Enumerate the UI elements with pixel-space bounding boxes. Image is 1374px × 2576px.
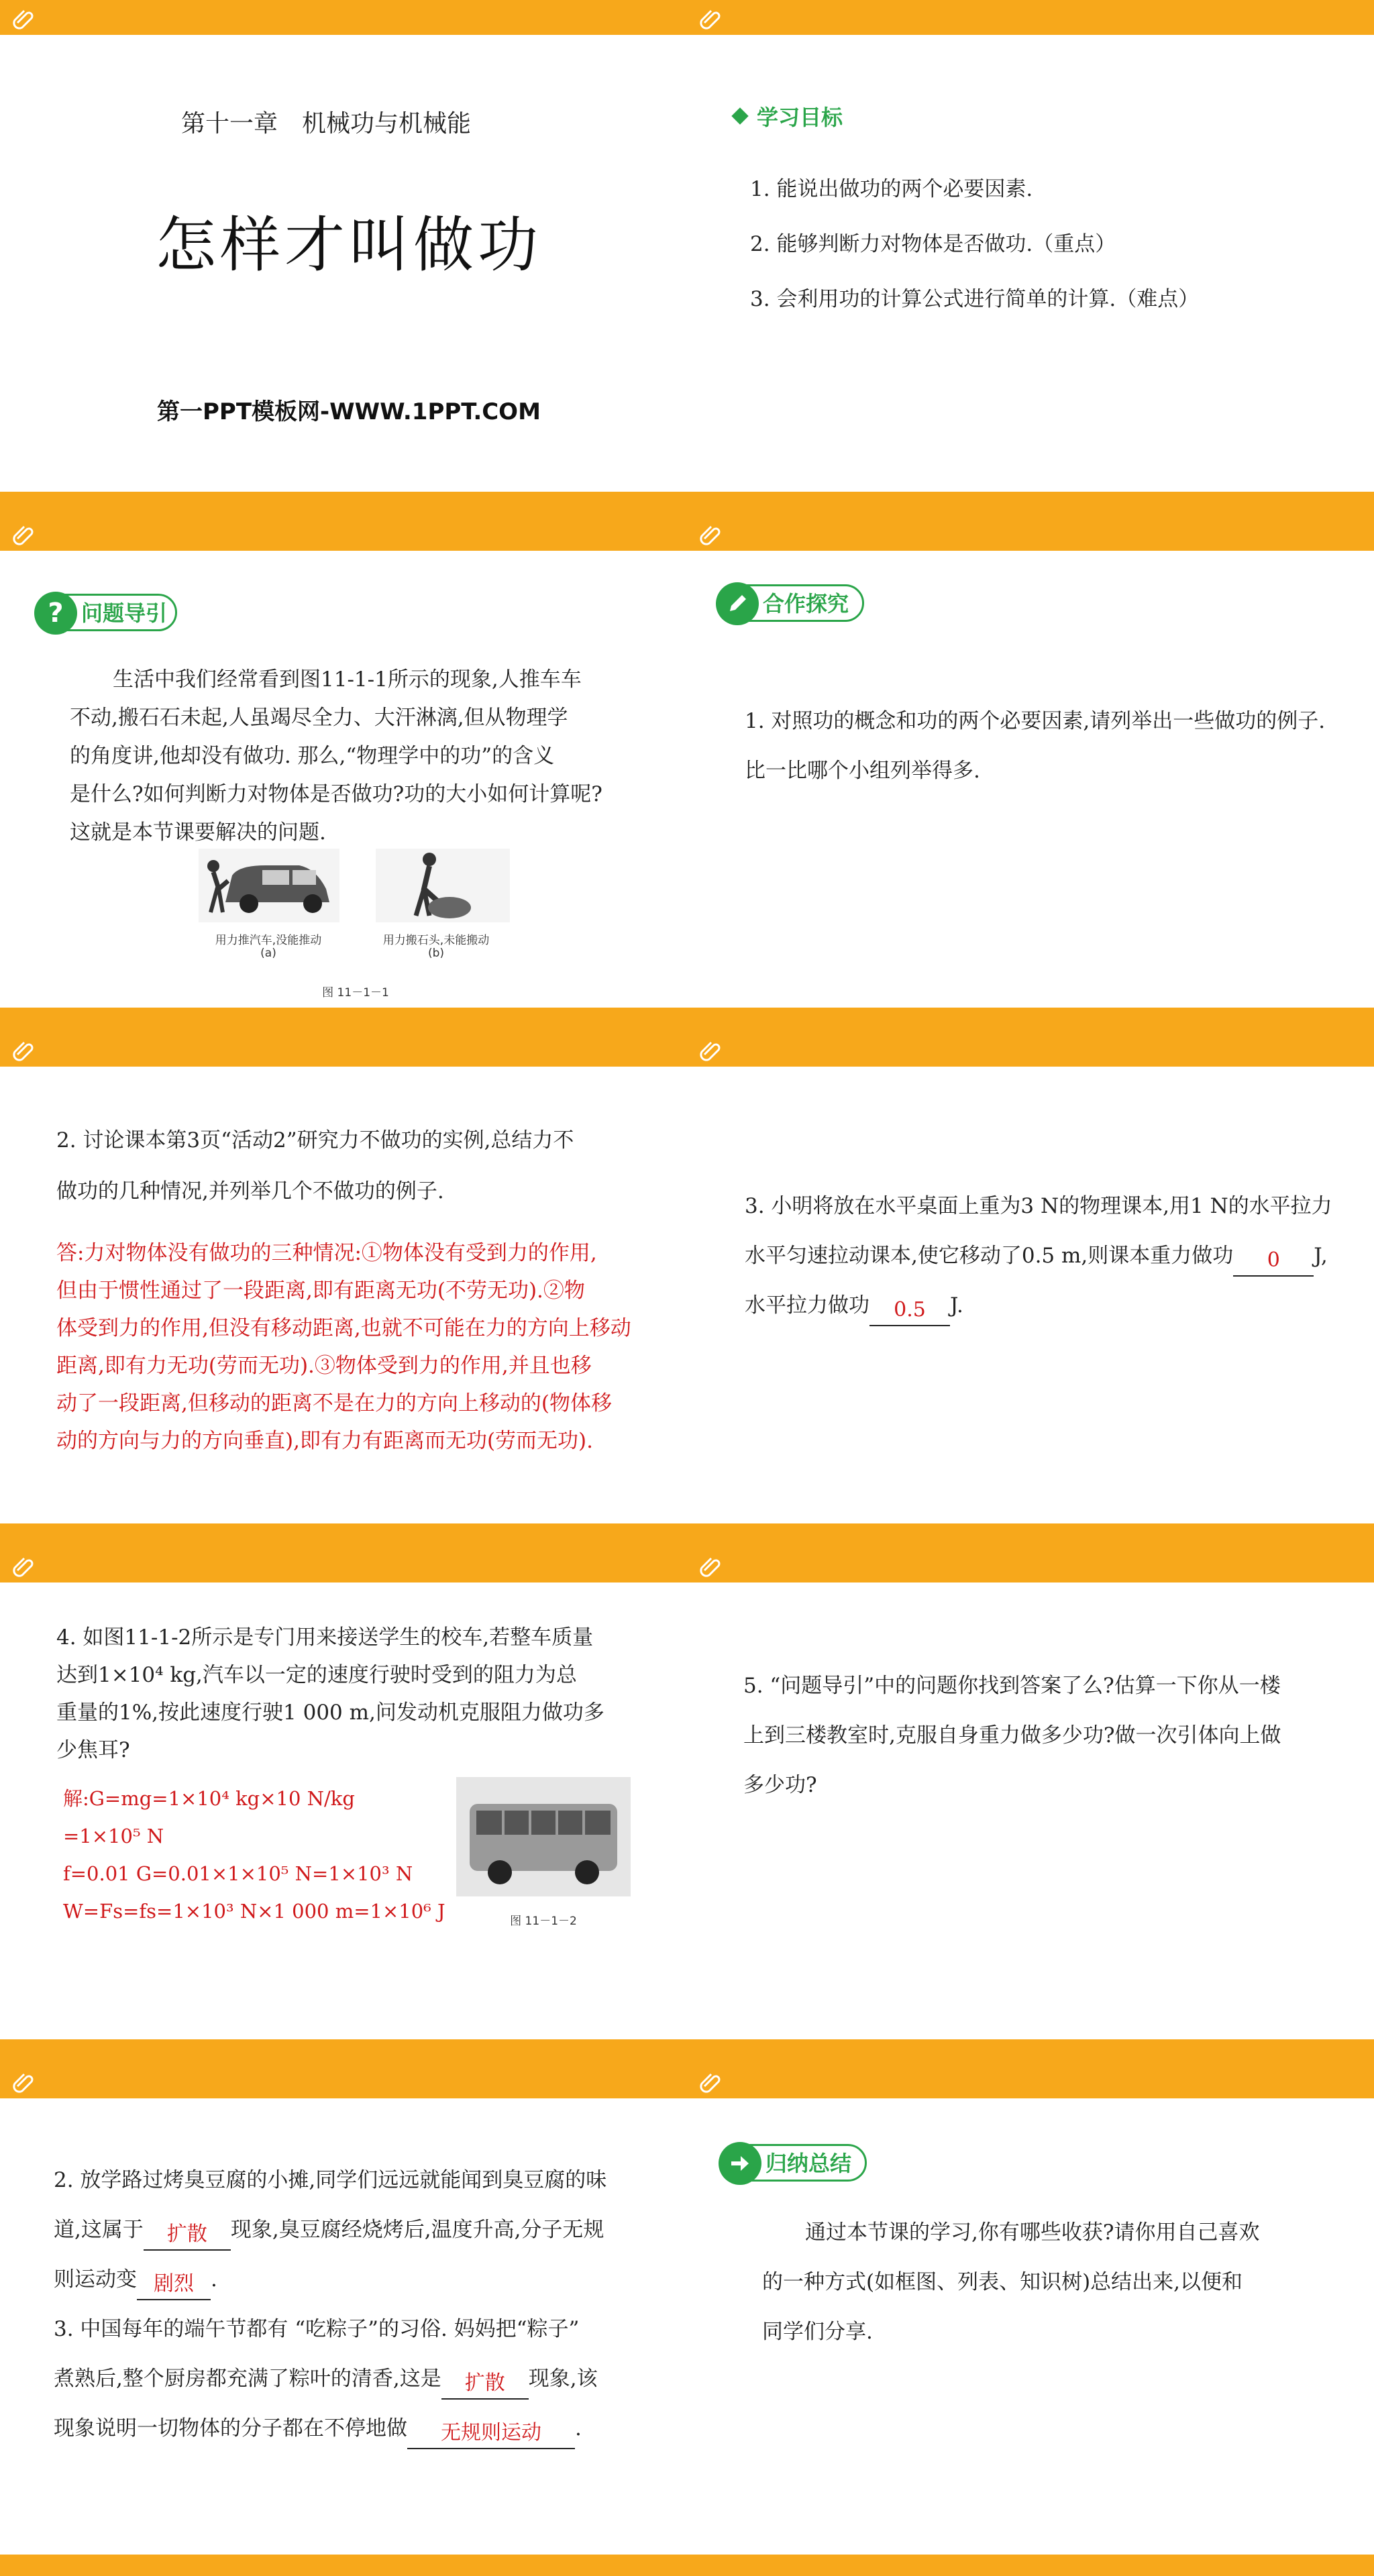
problem-line: 4. 如图11-1-2所示是专门用来接送学生的校车,若整车质量 — [56, 1625, 594, 1650]
slide-title — [0, 35, 687, 492]
problem-text: J. — [950, 1293, 963, 1318]
solution-line: f=0.01 G=0.01×1×10⁵ N=1×10³ N — [63, 1862, 413, 1885]
intro-line: 的角度讲,他却没有做功. 那么,“物理学中的功”的含义 — [70, 744, 555, 768]
summary-line: 的一种方式(如框图、列表、知识树)总结出来,以便和 — [762, 2270, 1243, 2294]
answer-value: 无规则运动 — [441, 2421, 541, 2445]
bottom-band — [0, 2555, 1374, 2576]
explore-line: 1. 对照功的概念和功的两个必要因素,请列举出一些做功的例子. — [745, 709, 1326, 733]
slide-bus-problem — [0, 1582, 687, 2039]
problem-line — [745, 1237, 1328, 1277]
answer-line: 动了一段距离,但移动的距离不是在力的方向上移动的(物体移 — [56, 1391, 612, 1415]
tag-label: 归纳总结 — [765, 2151, 852, 2176]
slide-question-intro — [0, 551, 687, 1008]
figure-b-label: (b) — [427, 947, 445, 960]
slide-work-calc — [687, 1067, 1374, 1523]
paperclip-icon — [9, 1036, 36, 1063]
tag-label: 问题导引 — [81, 600, 168, 626]
answer-line: 答:力对物体没有做功的三种情况:①物体没有受到力的作用, — [56, 1241, 597, 1265]
solution-line: W=Fs=fs=1×10³ N×1 000 m=1×10⁶ J — [63, 1900, 445, 1923]
goal-item: 1. 能说出做功的两个必要因素. — [750, 177, 1033, 201]
estimate-line: 5. “问题导引”中的问题你找到答案了么?估算一下你从一楼 — [743, 1674, 1281, 1698]
answer-value: 扩散 — [166, 2222, 207, 2246]
problem-line: 达到1×10⁴ kg,汽车以一定的速度行驶时受到的阻力为总 — [56, 1663, 577, 1687]
estimate-line: 上到三楼教室时,克服自身重力做多少功?做一次引体向上做 — [743, 1723, 1281, 1748]
answer-value: 扩散 — [464, 2371, 505, 2395]
problem-text: 现象,该 — [528, 2367, 598, 2391]
band-row-4 — [0, 2039, 1374, 2098]
figure-a-label: (a) — [260, 947, 276, 960]
problem-text: 现象说明一切物体的分子都在不停地做 — [54, 2416, 407, 2440]
school-bus-illustration — [456, 1777, 631, 1896]
intro-line: 这就是本节课要解决的问题. — [70, 820, 326, 845]
slide-cooperative-explore — [687, 551, 1374, 1008]
question-icon: ? — [34, 592, 77, 635]
problem-line — [54, 2360, 598, 2400]
question-line: 2. 讨论课本第3页“活动2”研究力不做功的实例,总结力不 — [56, 1128, 574, 1152]
goals-heading: 学习目标 — [757, 105, 843, 130]
problem-line: 2. 放学路过烤臭豆腐的小摊,同学们远远就能闻到臭豆腐的味 — [54, 2168, 607, 2192]
band-row-3 — [0, 1523, 1374, 1582]
diamond-icon — [731, 107, 748, 124]
slide-summary — [687, 2098, 1374, 2555]
question-line: 做功的几种情况,并列举几个不做功的例子. — [56, 1179, 444, 1203]
tag-label: 合作探究 — [763, 591, 849, 616]
solution-line: =1×10⁵ N — [63, 1825, 164, 1847]
problem-line: 少焦耳? — [56, 1738, 130, 1762]
slide-estimate — [687, 1582, 1374, 2039]
problem-line: 3. 中国每年的端午节都有 “吃粽子”的习俗. 妈妈把“粽子” — [54, 2317, 580, 2341]
paperclip-icon — [9, 1552, 36, 1578]
paperclip-icon — [696, 2068, 723, 2094]
slide-goals — [687, 35, 1374, 492]
arrow-right-icon — [719, 2142, 761, 2185]
stone-lift-illustration — [376, 849, 510, 922]
problem-line — [54, 2261, 217, 2300]
car-push-illustration — [199, 849, 339, 922]
answer-line: 距离,即有力无功(劳而无功).③物体受到力的作用,并且也移 — [56, 1354, 592, 1378]
paperclip-icon — [696, 4, 723, 31]
slide-diffusion — [0, 2098, 687, 2555]
band-row-2 — [0, 1008, 1374, 1067]
answer-value: 0 — [1267, 1248, 1280, 1272]
website-label: 第一PPT模板网-WWW.1PPT.COM — [157, 398, 541, 425]
slide-discussion — [0, 1067, 687, 1523]
problem-text: . — [211, 2267, 217, 2292]
problem-line — [54, 2211, 604, 2251]
problem-text: 水平匀速拉动课本,使它移动了0.5 m,则课本重力做功 — [745, 1244, 1234, 1268]
estimate-line: 多少功? — [743, 1773, 817, 1797]
problem-text: 则运动变 — [54, 2267, 137, 2292]
solution-line: 解:G=mg=1×10⁴ kg×10 N/kg — [63, 1787, 355, 1810]
problem-line — [54, 2410, 582, 2449]
answer-blank — [869, 1287, 950, 1326]
problem-text: 现象,臭豆腐经烧烤后,温度升高,分子无规 — [230, 2218, 604, 2242]
paperclip-icon — [696, 1552, 723, 1578]
answer-value: 剧烈 — [154, 2272, 194, 2296]
problem-text: . — [575, 2416, 582, 2440]
problem-text: 水平拉力做功 — [745, 1293, 869, 1318]
figure-a-caption: 用力推汽车,没能推动 — [215, 934, 322, 947]
explore-line: 比一比哪个小组列举得多. — [745, 759, 980, 783]
answer-blank — [441, 2360, 529, 2400]
paperclip-icon — [696, 520, 723, 547]
answer-blank — [144, 2211, 231, 2251]
figure-caption: 图 11－1－1 — [322, 986, 389, 1000]
tag-summary — [721, 2144, 867, 2182]
problem-text: 道,这属于 — [54, 2218, 144, 2242]
page-title: 怎样才叫做功 — [156, 210, 542, 280]
summary-line: 同学们分享. — [762, 2320, 873, 2344]
goal-item: 2. 能够判断力对物体是否做功.（重点） — [750, 232, 1116, 256]
figure-caption: 图 11－1－2 — [510, 1915, 577, 1928]
problem-text: J, — [1314, 1244, 1328, 1268]
intro-line: 生活中我们经常看到图11-1-1所示的现象,人推车车 — [113, 667, 582, 692]
answer-line: 但由于惯性通过了一段距离,即有距离无功(不劳无功).②物 — [56, 1279, 585, 1303]
band-row-1 — [0, 492, 1374, 551]
top-band — [0, 0, 1374, 35]
tag-cooperative-explore — [718, 584, 864, 622]
goal-item: 3. 会利用功的计算公式进行简单的计算.（难点） — [750, 287, 1200, 311]
figure-b-caption: 用力搬石头,未能搬动 — [382, 934, 490, 947]
answer-line: 动的方向与力的方向垂直),即有力有距离而无功(劳而无功). — [56, 1429, 593, 1453]
intro-line: 不动,搬石石未起,人虽竭尽全力、大汗淋漓,但从物理学 — [70, 706, 568, 730]
problem-line: 重量的1%,按此速度行驶1 000 m,问发动机克服阻力做功多 — [56, 1701, 604, 1725]
paperclip-icon — [9, 2068, 36, 2094]
problem-text: 煮熟后,整个厨房都充满了粽叶的清香,这是 — [54, 2367, 441, 2391]
intro-line: 是什么?如何判断力对物体是否做功?功的大小如何计算呢? — [70, 782, 602, 806]
paperclip-icon — [9, 4, 36, 31]
problem-line — [745, 1287, 963, 1326]
answer-value: 0.5 — [894, 1298, 926, 1322]
chapter-label: 第十一章 机械功与机械能 — [181, 110, 472, 138]
answer-blank — [137, 2261, 211, 2300]
tag-question-guide — [36, 594, 177, 631]
paperclip-icon — [696, 1036, 723, 1063]
paperclip-icon — [9, 520, 36, 547]
pencil-icon — [716, 582, 759, 625]
answer-line: 体受到力的作用,但没有移动距离,也就不可能在力的方向上移动 — [56, 1316, 631, 1340]
summary-line: 通过本节课的学习,你有哪些收获?请你用自己喜欢 — [805, 2220, 1260, 2245]
problem-line: 3. 小明将放在水平桌面上重为3 N的物理课本,用1 N的水平拉力 — [745, 1194, 1332, 1218]
answer-blank — [407, 2410, 575, 2449]
answer-blank — [1233, 1237, 1314, 1277]
